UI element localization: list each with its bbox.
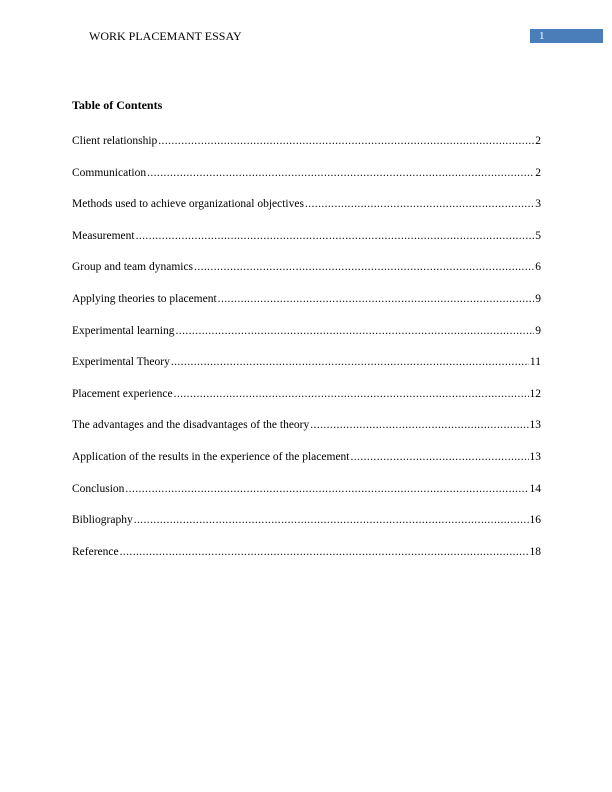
toc-entry-label: The advantages and the disadvantages of the theory xyxy=(72,419,310,432)
toc-entry-bibliography[interactable] xyxy=(72,514,541,546)
toc-entry-application-of-results[interactable] xyxy=(72,451,541,483)
toc-leader-dots xyxy=(136,230,535,242)
toc-entry-page: 12 xyxy=(529,387,541,400)
toc-leader-dots xyxy=(176,325,535,337)
toc-entry-page: 14 xyxy=(529,482,541,495)
toc-leader-dots xyxy=(194,261,534,273)
toc-entry-label: Communication xyxy=(72,166,147,179)
toc-leader-dots xyxy=(171,356,529,368)
toc-entry-methods[interactable] xyxy=(72,198,541,230)
toc-entry-group-team-dynamics[interactable] xyxy=(72,261,541,293)
toc-entry-page: 3 xyxy=(535,198,541,211)
toc-entry-label: Applying theories to placement xyxy=(72,292,217,305)
toc-entry-label: Conclusion xyxy=(72,482,125,495)
toc-entry-communication[interactable] xyxy=(72,167,541,199)
toc-entry-label: Application of the results in the experience of the placement xyxy=(72,450,350,463)
toc-entry-page: 2 xyxy=(535,166,541,179)
toc-entry-reference[interactable] xyxy=(72,546,541,578)
toc-entry-measurement[interactable] xyxy=(72,230,541,262)
toc-leader-dots xyxy=(218,293,535,305)
toc-leader-dots xyxy=(305,198,534,210)
toc-entry-page: 11 xyxy=(529,356,541,369)
toc-entry-page: 13 xyxy=(529,419,541,432)
page-number-badge xyxy=(530,29,603,43)
toc-entry-advantages-disadvantages[interactable] xyxy=(72,419,541,451)
running-header-title: WORK PLACEMANT ESSAY xyxy=(89,29,242,43)
toc-entry-label: Placement experience xyxy=(72,387,173,400)
toc-entry-client-relationship[interactable] xyxy=(72,135,541,167)
toc-leader-dots xyxy=(310,419,528,431)
toc-entry-label: Experimental Theory xyxy=(72,356,170,369)
toc-entry-label: Reference xyxy=(72,545,119,558)
toc-leader-dots xyxy=(147,167,534,179)
toc-entry-label: Bibliography xyxy=(72,514,133,527)
page-number: 1 xyxy=(539,30,545,42)
toc-entry-label: Experimental learning xyxy=(72,324,175,337)
toc-entry-page: 18 xyxy=(529,545,541,558)
toc-entry-page: 2 xyxy=(535,135,541,147)
toc-entry-label: Measurement xyxy=(72,229,135,242)
toc-heading: Table of Contents xyxy=(72,98,163,112)
toc-entry-page: 5 xyxy=(535,229,541,242)
toc-entry-page: 9 xyxy=(535,324,541,337)
toc-leader-dots xyxy=(125,483,528,495)
toc-entry-conclusion[interactable] xyxy=(72,483,541,515)
toc-leader-dots xyxy=(158,135,534,147)
toc-entry-experimental-learning[interactable] xyxy=(72,325,541,357)
toc-leader-dots xyxy=(134,514,529,526)
toc-entry-page: 13 xyxy=(529,450,541,463)
toc-leader-dots xyxy=(351,451,529,463)
toc-entry-applying-theories[interactable] xyxy=(72,293,541,325)
toc-entry-page: 16 xyxy=(529,514,541,527)
toc-entry-label: Methods used to achieve organizational objectives xyxy=(72,198,304,211)
toc-entry-label: Group and team dynamics xyxy=(72,261,194,274)
toc-entry-placement-experience[interactable] xyxy=(72,388,541,420)
table-of-contents xyxy=(72,135,541,577)
toc-entry-page: 6 xyxy=(535,261,541,274)
toc-entry-label: Client relationship xyxy=(72,135,158,147)
toc-entry-page: 9 xyxy=(535,292,541,305)
toc-leader-dots xyxy=(120,546,529,558)
toc-leader-dots xyxy=(174,388,529,400)
toc-entry-experimental-theory[interactable] xyxy=(72,356,541,388)
